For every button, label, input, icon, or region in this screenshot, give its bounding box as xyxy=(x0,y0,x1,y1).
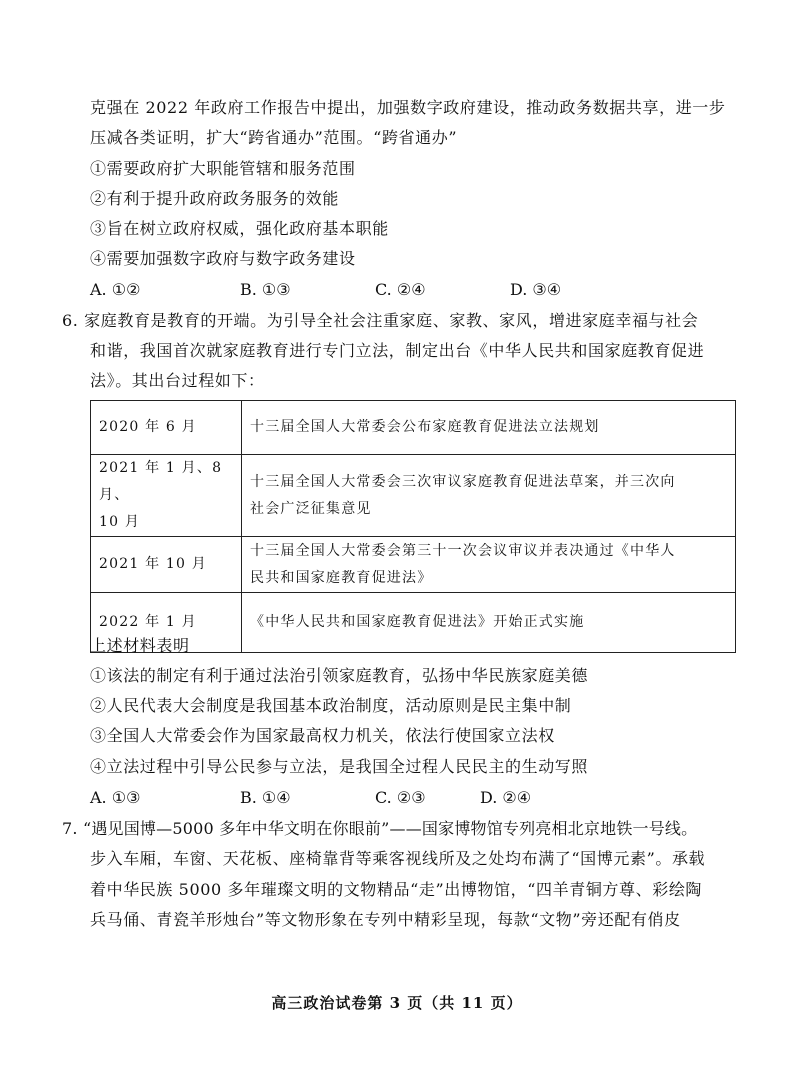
table-row xyxy=(91,455,736,537)
table-cell-date: 2022 年 1 月 xyxy=(91,593,242,653)
q5-option-a: A. ①② xyxy=(90,280,141,299)
table-cell-date: 2020 年 6 月 xyxy=(91,401,242,455)
table-cell-event: 十三届全国人大常委会公布家庭教育促进法立法规划 xyxy=(242,401,736,455)
q5-stem-line: 克强在 2022 年政府工作报告中提出，加强数字政府建设，推动政务数据共享，进一步 xyxy=(90,98,726,117)
q7-stem-line: 兵马俑、青瓷羊形烛台”等文物形象在专列中精彩呈现，每款“文物”旁还配有俏皮 xyxy=(90,910,681,929)
legislation-timeline-table xyxy=(90,400,736,653)
q5-statement-4: ④需要加强数字政府与数字政务建设 xyxy=(90,249,356,268)
q7-stem-line: 着中华民族 5000 多年璀璨文明的文物精品“走”出博物馆，“四羊青铜方尊、彩绘陶 xyxy=(90,880,703,899)
table-cell-event: 十三届全国人大常委会三次审议家庭教育促进法草案，并三次向 社会广泛征集意见 xyxy=(242,455,736,537)
q6-option-b: B. ①④ xyxy=(240,788,291,807)
table-row xyxy=(91,537,736,593)
table-cell-event: 《中华人民共和国家庭教育促进法》开始正式实施 xyxy=(242,593,736,653)
q6-stem-line: 和谐，我国首次就家庭教育进行专门立法，制定出台《中华人民共和国家庭教育促进 xyxy=(90,341,705,360)
q6-stem-line: 法》。其出台过程如下： xyxy=(90,371,265,390)
q6-statement-4: ④立法过程中引导公民参与立法，是我国全过程人民民主的生动写照 xyxy=(90,757,589,776)
q6-options xyxy=(90,787,730,809)
q6-statement-3: ③全国人大常委会作为国家最高权力机关，依法行使国家立法权 xyxy=(90,726,555,745)
q6-option-d: D. ②④ xyxy=(480,788,532,807)
table-cell-event: 十三届全国人大常委会第三十一次会议审议并表决通过《中华人 民共和国家庭教育促进法》 xyxy=(242,537,736,593)
q5-stem-line: 压减各类证明，扩大“跨省通办”范围。“跨省通办” xyxy=(90,128,458,147)
q6-stem-line: 6. 家庭教育是教育的开端。为引导全社会注重家庭、家教、家风，增进家庭幸福与社会 xyxy=(62,311,699,330)
q5-statement-3: ③旨在树立政府权威，强化政府基本职能 xyxy=(90,219,389,238)
q5-options xyxy=(90,279,730,301)
table-row xyxy=(91,401,736,455)
q7-stem-line: 步入车厢，车窗、天花板、座椅靠背等乘客视线所及之处均布满了“国博元素”。承载 xyxy=(90,849,706,868)
q6-statement-2: ②人民代表大会制度是我国基本政治制度，活动原则是民主集中制 xyxy=(90,696,572,715)
q5-option-c: C. ②④ xyxy=(375,280,426,299)
table-cell-date: 2021 年 10 月 xyxy=(91,537,242,593)
q6-statement-1: ①该法的制定有利于通过法治引领家庭教育，弘扬中华民族家庭美德 xyxy=(90,666,589,685)
page-footer: 高三政治试卷第 3 页（共 11 页） xyxy=(271,994,523,1012)
q6-option-c: C. ②③ xyxy=(375,788,426,807)
q5-statement-1: ①需要政府扩大职能管辖和服务范围 xyxy=(90,159,356,178)
table-cell-date: 2021 年 1 月、8 月、 10 月 xyxy=(91,455,242,537)
q5-option-d: D. ③④ xyxy=(510,280,562,299)
q5-statement-2: ②有利于提升政府政务服务的效能 xyxy=(90,189,340,208)
q6-option-a: A. ①③ xyxy=(90,788,141,807)
q7-stem-line: 7. “遇见国博—5000 多年中华文明在你眼前”——国家博物馆专列亮相北京地铁一号线。 xyxy=(62,819,698,838)
q6-lead: 上述材料表明 xyxy=(90,636,190,655)
q5-option-b: B. ①③ xyxy=(240,280,291,299)
